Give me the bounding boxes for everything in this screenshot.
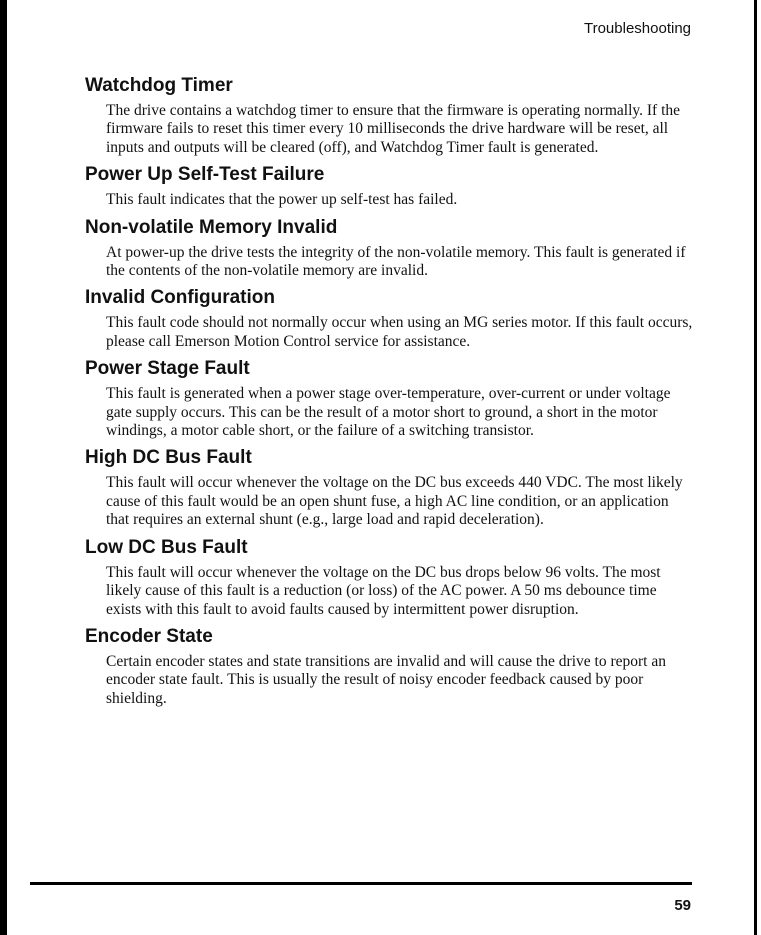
section-paragraph: This fault will occur whenever the voltage on the DC bus drops below 96 volts. The most likely cause of this fault is a reduction (or loss) of the AC power. A 50 ms debounce time exists with this fault to avoid faults caused by intermittent power disruption. bbox=[106, 563, 661, 618]
section-heading: Invalid Configuration bbox=[85, 287, 275, 309]
section-power-up-self-test-failure bbox=[85, 163, 695, 209]
page-number: 59 bbox=[674, 897, 691, 914]
section-heading: Non-volatile Memory Invalid bbox=[85, 216, 338, 238]
section-power-stage-fault bbox=[85, 357, 695, 440]
section-paragraph: This fault is generated when a power stage over-temperature, over-current or under voltage gate supply occurs. This can be the result of a motor short to ground, a short in the motor windings, a motor cable short, or the failure of a switching transistor. bbox=[106, 385, 671, 440]
footer-divider bbox=[30, 882, 692, 885]
page-content bbox=[85, 74, 695, 714]
running-header: Troubleshooting bbox=[583, 20, 691, 37]
section-high-dc-bus-fault bbox=[85, 446, 695, 529]
section-paragraph: Certain encoder states and state transitions are invalid and will cause the drive to report an encoder state fault. This is usually the result of noisy encoder feedback caused by poor shielding. bbox=[106, 652, 666, 707]
section-encoder-state bbox=[85, 625, 695, 708]
section-heading: Watchdog Timer bbox=[85, 75, 233, 96]
section-invalid-configuration bbox=[85, 286, 695, 351]
section-heading: Encoder State bbox=[85, 625, 213, 647]
right-margin-bar bbox=[754, 0, 757, 935]
section-paragraph: This fault will occur whenever the voltage on the DC bus exceeds 440 VDC. The most likely cause of this fault would be an open shunt fuse, a high AC line condition, or an application that requires an external shunt (e.g., large load and rapid deceleration). bbox=[106, 474, 683, 529]
section-heading: High DC Bus Fault bbox=[85, 447, 252, 469]
section-heading: Power Stage Fault bbox=[85, 358, 250, 380]
section-non-volatile-memory-invalid bbox=[85, 216, 695, 281]
section-heading: Power Up Self-Test Failure bbox=[85, 164, 325, 186]
section-heading: Low DC Bus Fault bbox=[85, 536, 248, 558]
section-paragraph: The drive contains a watchdog timer to ensure that the firmware is operating normally. If the firmware fails to reset this timer every 10 milliseconds the drive hardware will be reset, all inputs and outputs will be cleared (off), and Watchdog Timer fault is generated. bbox=[106, 102, 681, 156]
left-margin-bar bbox=[0, 0, 7, 935]
section-paragraph: This fault code should not normally occur when using an MG series motor. If this fault occurs, please call Emerson Motion Control service for assistance. bbox=[106, 314, 693, 350]
section-low-dc-bus-fault bbox=[85, 536, 695, 619]
section-watchdog-timer bbox=[85, 74, 695, 157]
section-paragraph: This fault indicates that the power up self-test has failed. bbox=[106, 191, 458, 209]
section-paragraph: At power-up the drive tests the integrity of the non-volatile memory. This fault is generated if the contents of the non-volatile memory are invalid. bbox=[106, 243, 686, 280]
